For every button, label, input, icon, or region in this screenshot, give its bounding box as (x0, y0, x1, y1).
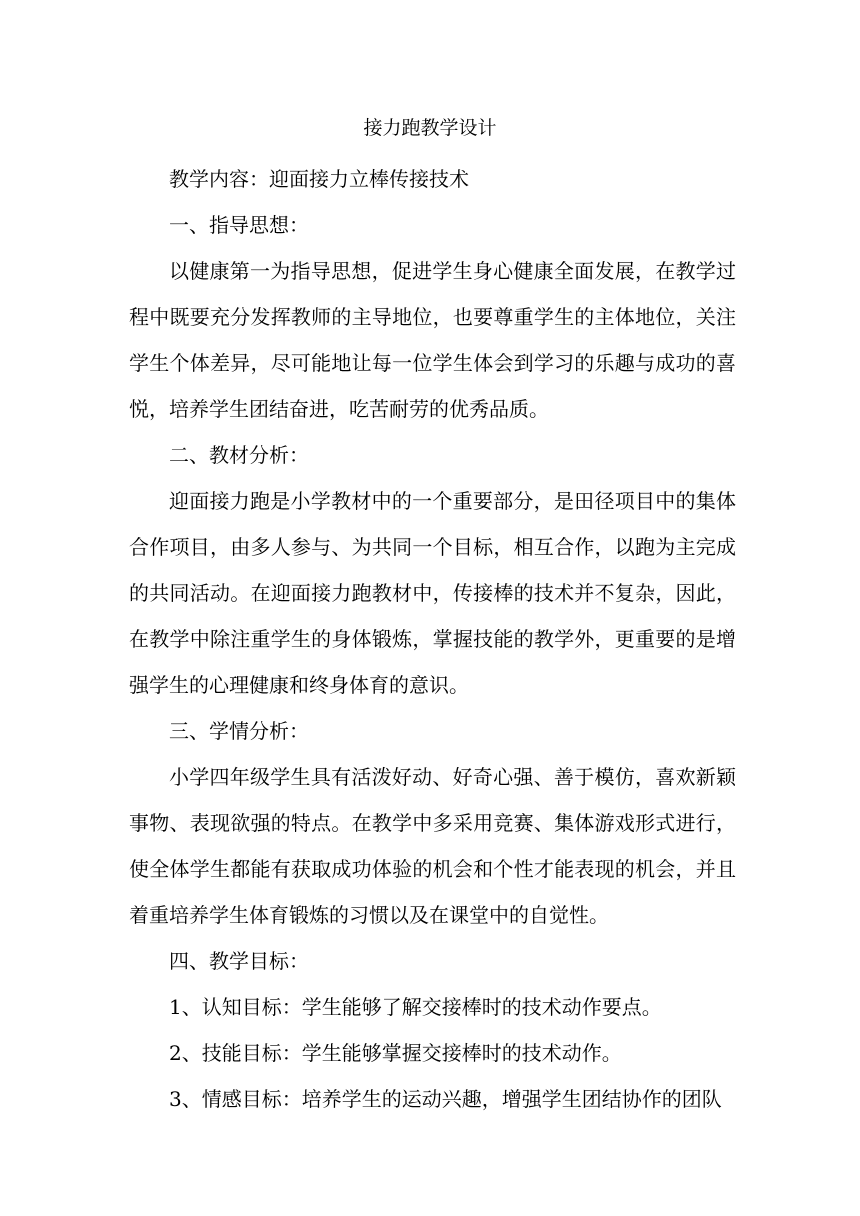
document-title: 接力跑教学设计 (363, 117, 497, 139)
goal-item-cognitive: 1、认知目标：学生能够了解交接棒时的技术动作要点。 (169, 995, 662, 1019)
guiding-ideology-paragraph: 以健康第一为指导思想，促进学生身心健康全面发展，在教学过程中既要充分发挥教师的主导地位，也要尊重学生的主体地位，关注学生个体差异，尽可能地让每一位学生体会到学习的乐趣与成功的喜悦，培养学生团结奋进，吃苦耐劳的优秀品质。 (129, 259, 736, 421)
student-analysis-paragraph: 小学四年级学生具有活泼好动、好奇心强、善于模仿，喜欢新颖事物、表现欲强的特点。在教学中多采用竞赛、集体游戏形式进行，使全体学生都能有获取成功体验的机会和个性才能表现的机会，并且着重培养学生体育锻炼的习惯以及在课堂中的自觉性。 (129, 765, 736, 927)
teaching-content-line: 教学内容：迎面接力立棒传接技术 (169, 167, 469, 191)
material-analysis-paragraph: 迎面接力跑是小学教材中的一个重要部分，是田径项目中的集体合作项目，由多人参与、为共同一个目标，相互合作，以跑为主完成的共同活动。在迎面接力跑教材中，传接棒的技术并不复杂，因此，在教学中除注重学生的身体锻炼，掌握技能的教学外，更重要的是增强学生的心理健康和终身体育的意识。 (129, 489, 736, 697)
section-heading-student-analysis: 三、学情分析： (169, 719, 309, 743)
document-body (129, 156, 736, 1122)
goal-item-affective: 3、情感目标：培养学生的运动兴趣，增强学生团结协作的团队 (169, 1087, 722, 1111)
section-heading-teaching-goals: 四、教学目标： (169, 949, 309, 973)
section-heading-guiding-ideology: 一、指导思想： (169, 213, 309, 237)
section-heading-material-analysis: 二、教材分析： (169, 443, 309, 467)
goal-item-skill: 2、技能目标：学生能够掌握交接棒时的技术动作。 (169, 1041, 622, 1065)
